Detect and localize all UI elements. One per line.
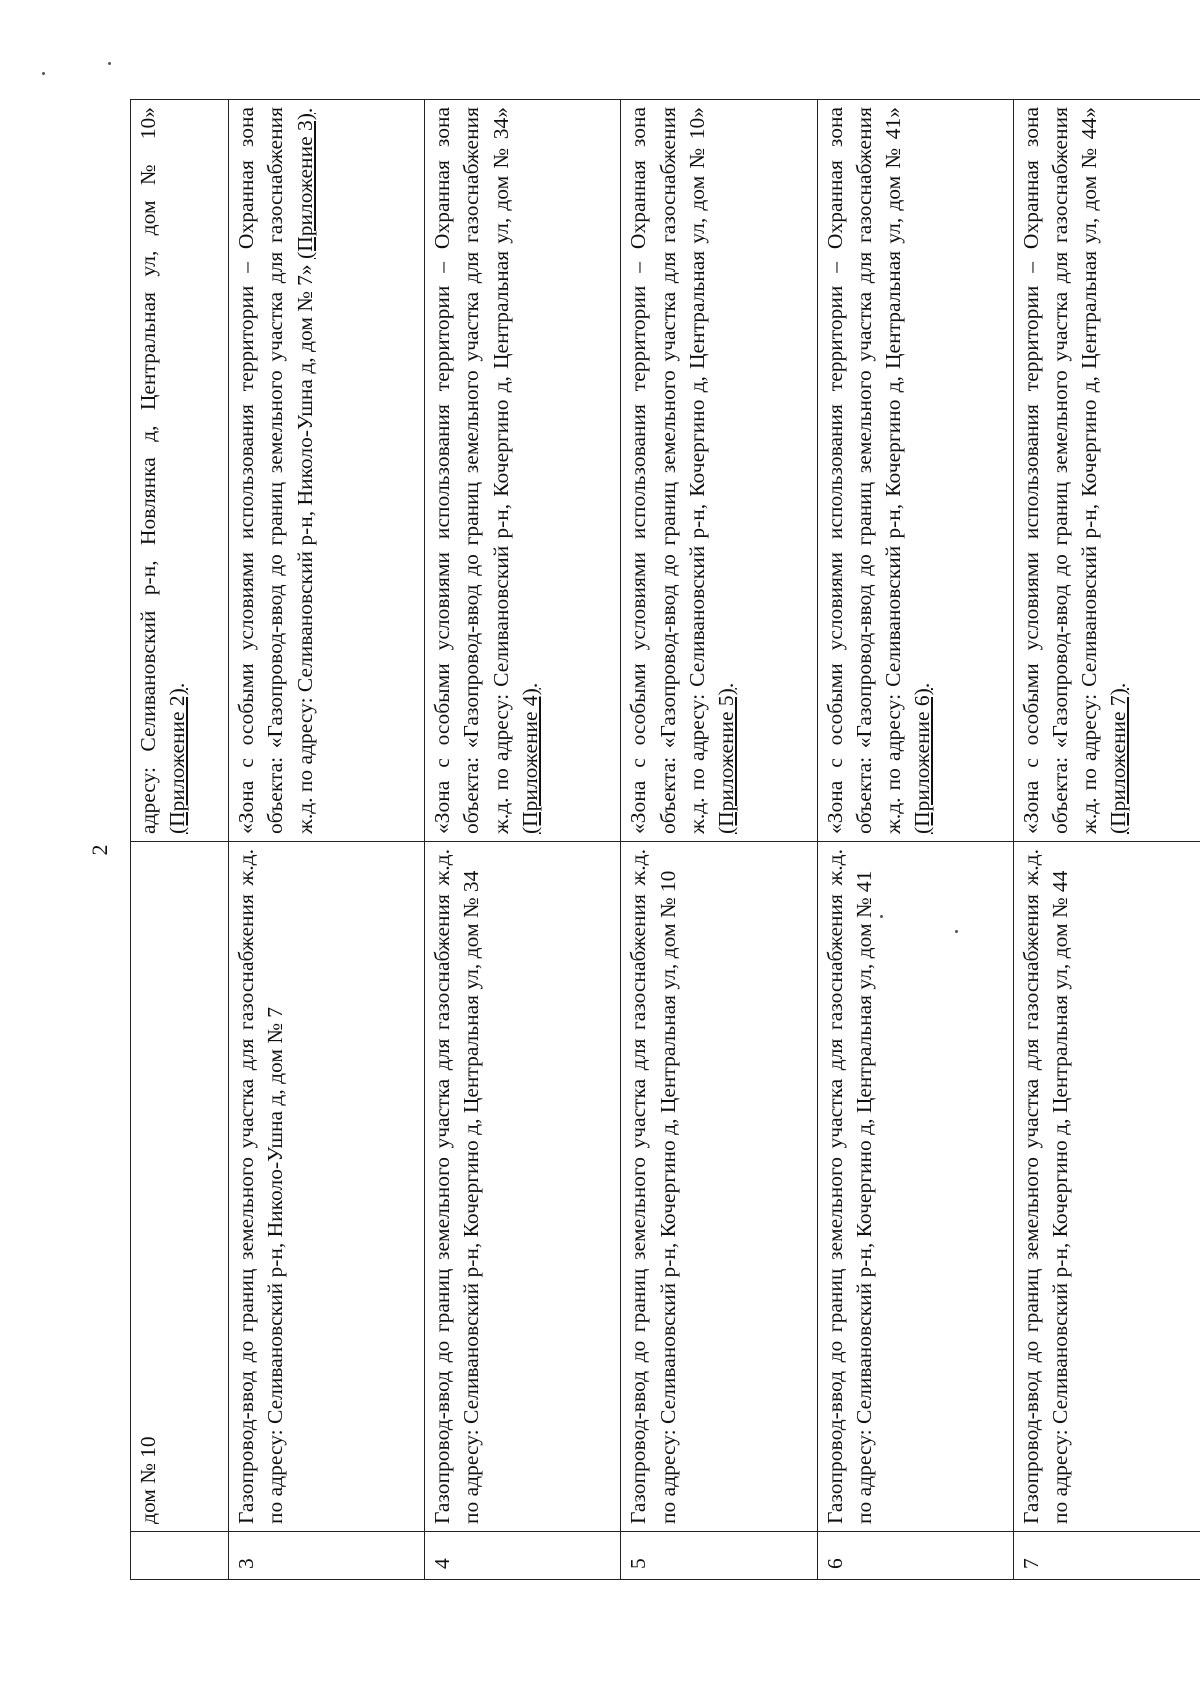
rotated-table-wrapper: [130, 100, 1200, 1580]
object-cell: дом № 10: [131, 842, 229, 1532]
zone-cell: «Зона с особыми условиями использования территории – Охранная зона объекта: «Газопровод-ввод до границ земельного участка для газоснабжения ж.д. по адресу: Селивановский р-н, Кочергино д, Центральная ул, дом № 34» (Приложение 4).: [425, 100, 621, 842]
zone-cell: адресу: Селивановский р-н, Новлянка д, Центральная ул, дом № 10» (Приложение 2).: [131, 100, 229, 842]
table-row: [229, 100, 425, 1580]
row-number-cell: 3: [229, 1532, 425, 1580]
row-number-cell: 6: [817, 1532, 1013, 1580]
row-number-cell: [131, 1532, 229, 1580]
appendix-ref: (Приложение 3): [292, 113, 317, 259]
appendix-ref: (Приложение 5): [714, 688, 739, 834]
table-row: [425, 100, 621, 1580]
appendix-ref: (Приложение 6): [910, 688, 935, 834]
zone-text: «Зона с особыми условиями использования территории – Охранная зона объекта: «Газопровод-ввод до границ земельного участка для газоснабжения ж.д. по адресу: Селивановский р-н, Николо-Ушна д, дом № 7»: [234, 107, 317, 834]
appendix-ref: (Приложение 2): [165, 688, 190, 834]
scan-speck: [42, 72, 45, 75]
row-number-cell: 4: [425, 1532, 621, 1580]
zone-text: «Зона с особыми условиями использования территории – Охранная зона объекта: «Газопровод-ввод до границ земельного участка для газоснабжения ж.д. по адресу: Селивановский р-н, Кочергино д, Центральная ул, дом № 41»: [822, 107, 906, 834]
table-row: [621, 100, 817, 1580]
appendix-ref: (Приложение 4): [517, 688, 542, 834]
appendix-ref: (Приложение 7): [1106, 688, 1131, 834]
table-row: [131, 100, 229, 1580]
object-cell: Газопровод-ввод до границ земельного участка для газоснабжения ж.д. по адресу: Селивановский р-н, Николо-Ушна д, дом № 7: [229, 842, 425, 1532]
scan-speck: [108, 62, 111, 65]
object-cell: Газопровод-ввод до границ земельного участка для газоснабжения ж.д. по адресу: Селивановский р-н, Кочергино д, Центральная ул, дом № 44: [1013, 842, 1200, 1532]
zone-cell: «Зона с особыми условиями использования территории – Охранная зона объекта: «Газопровод-ввод до границ земельного участка для газоснабжения ж.д. по адресу: Селивановский р-н, Николо-Ушна д, дом № 7» (Приложение 3).: [229, 100, 425, 842]
table-row: [817, 100, 1013, 1580]
row-number-cell: 5: [621, 1532, 817, 1580]
row-number-cell: 7: [1013, 1532, 1200, 1580]
zone-text: «Зона с особыми условиями использования территории – Охранная зона объекта: «Газопровод-ввод до границ земельного участка для газоснабжения ж.д. по адресу: Селивановский р-н, Кочергино д, Центральная ул, дом № 44»: [1018, 107, 1102, 834]
zone-text: адресу: Селивановский р-н, Новлянка д, Центральная ул, дом № 10»: [136, 107, 160, 834]
zone-cell: «Зона с особыми условиями использования территории – Охранная зона объекта: «Газопровод-ввод до границ земельного участка для газоснабжения ж.д. по адресу: Селивановский р-н, Кочергино д, Центральная ул, дом № 44» (Приложение 7).: [1013, 100, 1200, 842]
object-cell: Газопровод-ввод до границ земельного участка для газоснабжения ж.д. по адресу: Селивановский р-н, Кочергино д, Центральная ул, дом № 10: [621, 842, 817, 1532]
object-cell: Газопровод-ввод до границ земельного участка для газоснабжения ж.д. по адресу: Селивановский р-н, Кочергино д, Центральная ул, дом № 41: [817, 842, 1013, 1532]
zone-text: «Зона с особыми условиями использования территории – Охранная зона объекта: «Газопровод-ввод до границ земельного участка для газоснабжения ж.д. по адресу: Селивановский р-н, Кочергино д, Центральная ул, дом № 10»: [626, 107, 709, 834]
table-row: [1013, 100, 1200, 1580]
page-number: 2: [87, 844, 112, 856]
object-cell: Газопровод-ввод до границ земельного участка для газоснабжения ж.д. по адресу: Селивановский р-н, Кочергино д, Центральная ул, дом № 34: [425, 842, 621, 1532]
zone-cell: «Зона с особыми условиями использования территории – Охранная зона объекта: «Газопровод-ввод до границ земельного участка для газоснабжения ж.д. по адресу: Селивановский р-н, Кочергино д, Центральная ул, дом № 41» (Приложение 6).: [817, 100, 1013, 842]
zones-table: [130, 99, 1200, 1580]
zone-cell: «Зона с особыми условиями использования территории – Охранная зона объекта: «Газопровод-ввод до границ земельного участка для газоснабжения ж.д. по адресу: Селивановский р-н, Кочергино д, Центральная ул, дом № 10» (Приложение 5).: [621, 100, 817, 842]
zone-text: «Зона с особыми условиями использования территории – Охранная зона объекта: «Газопровод-ввод до границ земельного участка для газоснабжения ж.д. по адресу: Селивановский р-н, Кочергино д, Центральная ул, дом № 34»: [430, 107, 513, 834]
